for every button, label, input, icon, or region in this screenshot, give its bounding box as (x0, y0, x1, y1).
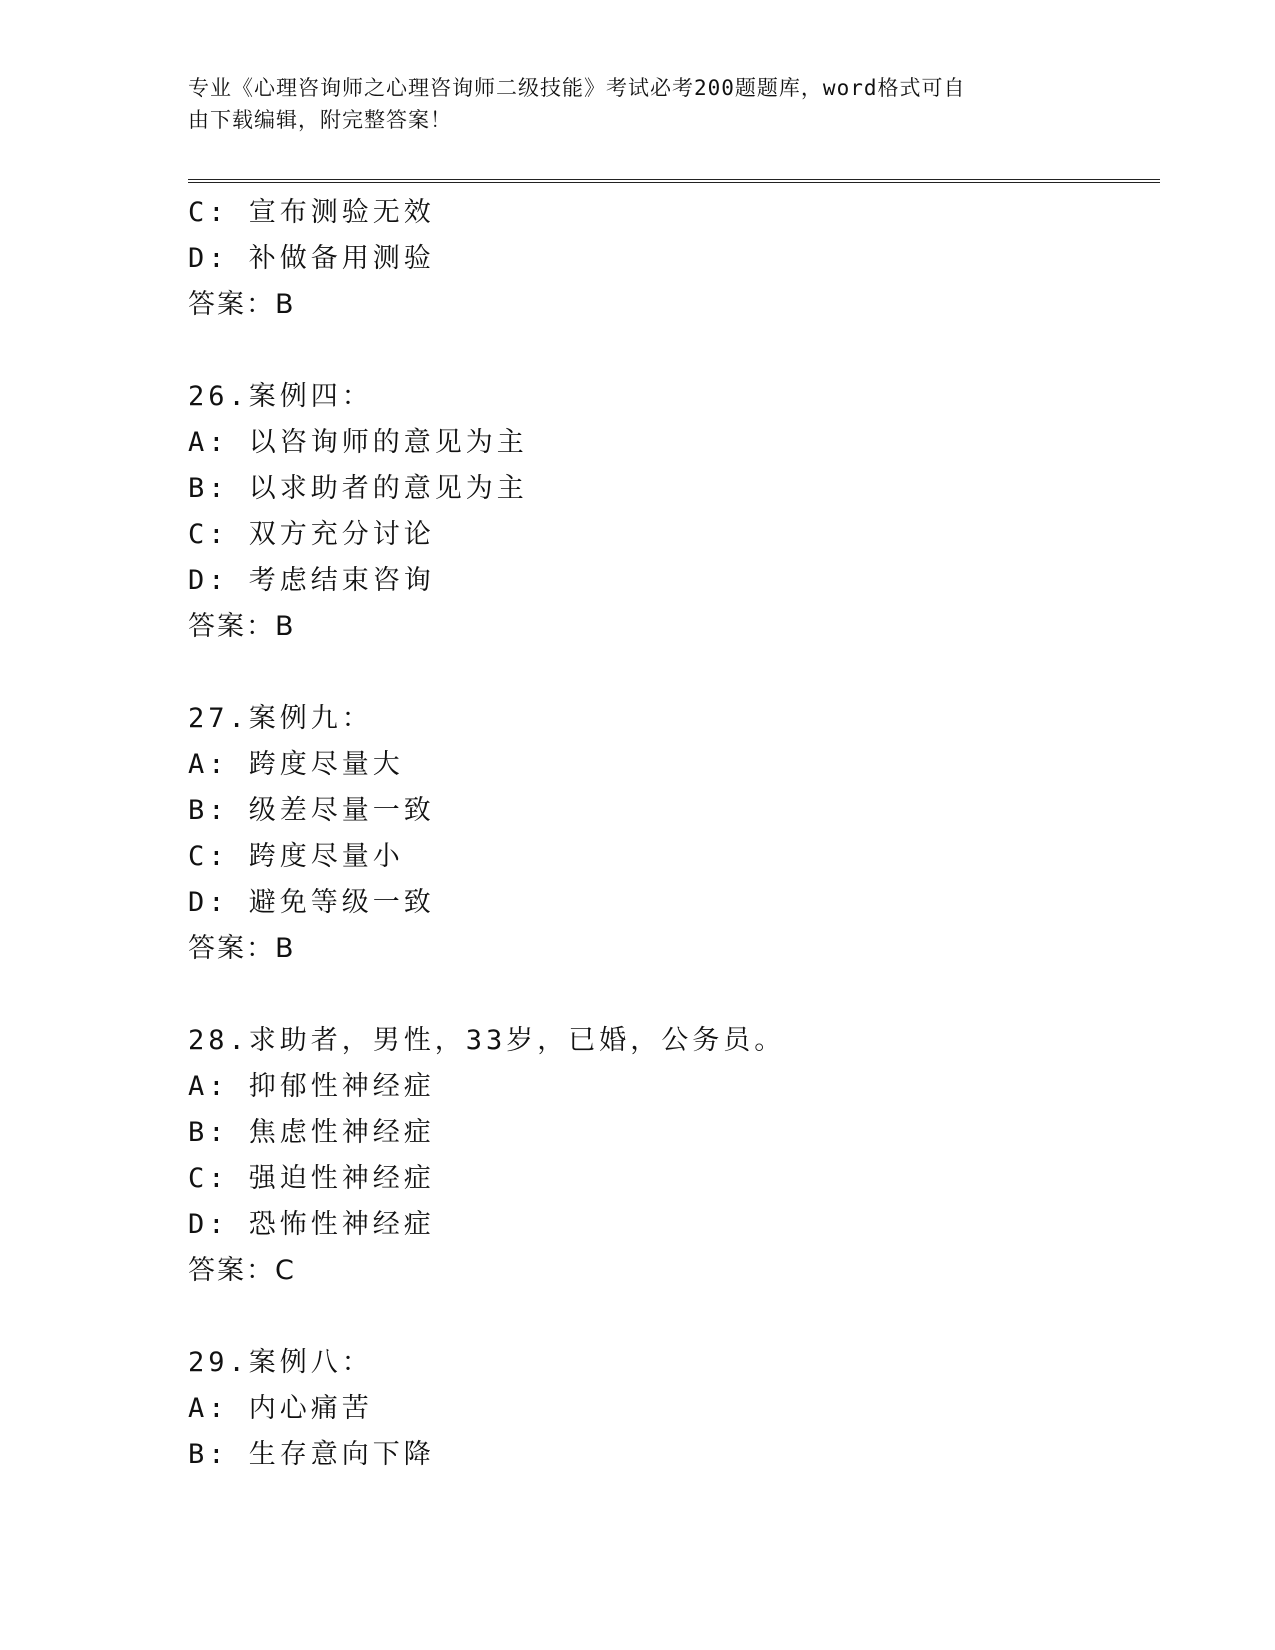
q25-option-c: C: 宣布测验无效 (188, 197, 435, 228)
q26-answer: 答案：B (188, 611, 296, 642)
header-line-1: 专业《心理咨询师之心理咨询师二级技能》考试必考200题题库，word格式可自 (188, 76, 966, 100)
question-gap (188, 1294, 1160, 1340)
q26-option-c: C: 双方充分讨论 (188, 519, 435, 550)
q27-option-a: A: 跨度尽量大 (188, 749, 404, 780)
question-gap (188, 328, 1160, 374)
q25-option-d: D: 补做备用测验 (188, 243, 435, 274)
q28-option-a: A: 抑郁性神经症 (188, 1071, 435, 1102)
document-header (188, 72, 1068, 136)
q26-question: 26.案例四： (188, 381, 373, 412)
q29-option-b: B: 生存意向下降 (188, 1439, 435, 1470)
q29-option-a: A: 内心痛苦 (188, 1393, 373, 1424)
q27-option-d: D: 避免等级一致 (188, 887, 435, 918)
q25-answer: 答案：B (188, 289, 296, 320)
q28-question: 28.求助者，男性，33岁，已婚，公务员。 (188, 1025, 786, 1056)
q26-option-a: A: 以咨询师的意见为主 (188, 427, 528, 458)
q26-option-d: D: 考虑结束咨询 (188, 565, 435, 596)
q27-option-c: C: 跨度尽量小 (188, 841, 404, 872)
q28-option-b: B: 焦虑性神经症 (188, 1117, 435, 1148)
question-gap (188, 972, 1160, 1018)
q28-answer: 答案：C (188, 1255, 296, 1286)
q29-question: 29.案例八： (188, 1347, 373, 1378)
question-list (188, 190, 1160, 1478)
q27-option-b: B: 级差尽量一致 (188, 795, 435, 826)
q28-option-c: C: 强迫性神经症 (188, 1163, 435, 1194)
question-gap (188, 650, 1160, 696)
q27-question: 27.案例九： (188, 703, 373, 734)
header-line-2: 由下载编辑，附完整答案！ (188, 108, 452, 132)
header-double-rule (188, 179, 1160, 183)
q28-option-d: D: 恐怖性神经症 (188, 1209, 435, 1240)
q26-option-b: B: 以求助者的意见为主 (188, 473, 528, 504)
q27-answer: 答案：B (188, 933, 296, 964)
